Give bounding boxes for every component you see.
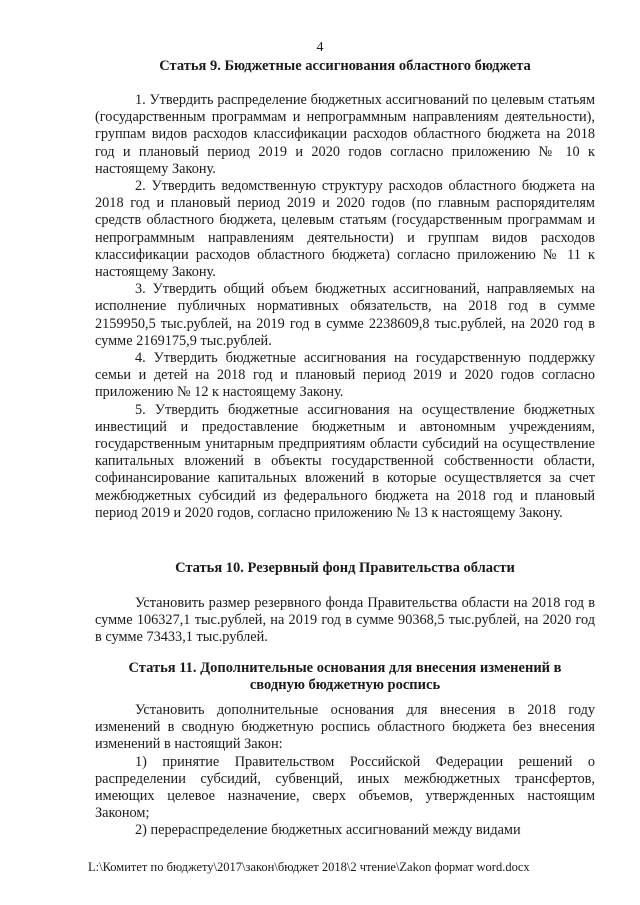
article-9-paragraph-1: 1. Утвердить распределение бюджетных ассигнований по целевым статьям (государственным программам и непрограммным направлениям деятельности), группам видов расходов классификации расходов областного бюджета на 2018 год и плановый период 2019 и 2020 годов согласно приложению № 10 к настоящему Закону. <box>95 92 595 177</box>
article-9-paragraph-5: 5. Утвердить бюджетные ассигнования на осуществление бюджетных инвестиций и предоставление бюджетным и автономным учреждениям, государственным унитарным предприятиям области субсидий на осуществление капитальных вложений в объекты государственной собственности области, софинансирование капитальных вложений в которые осуществляется за счет межбюджетных субсидий из федерального бюджета на 2018 год и плановый период 2019 и 2020 годов, согласно приложению № 13 к настоящему Закону. <box>95 401 595 521</box>
article-9-paragraph-2: 2. Утвердить ведомственную структуру расходов областного бюджета на 2018 год и плановый период 2019 и 2020 годов (по главным распорядителям средств областного бюджета, целевым статьям (государственным программам и непрограммным направлениям деятельности) и группам видов расходов классификации расходов областного бюджета) согласно приложению № 11 к настоящему Закону. <box>95 178 595 281</box>
article-9-paragraph-4: 4. Утвердить бюджетные ассигнования на государственную поддержку семьи и детей на 2018 год и плановый период 2019 и 2020 годов согласно приложению № 12 к настоящему Закону. <box>95 350 595 401</box>
article-11-heading-line-2: сводную бюджетную роспись <box>249 677 441 693</box>
article-11-body <box>95 702 595 840</box>
article-10-body <box>95 595 595 647</box>
file-path-footer: L:\Комитет по бюджету\2017\закон\бюджет 2018\2 чтение\Zakon формат word.docx <box>88 860 530 874</box>
article-10-heading: Статья 10. Резервный фонд Правительства области <box>175 560 515 576</box>
article-11-heading-block <box>95 660 595 694</box>
page-number: 4 <box>316 40 324 55</box>
article-9-heading: Статья 9. Бюджетные ассигнования областного бюджета <box>159 58 531 74</box>
article-11-paragraph-1: Установить дополнительные основания для внесения в 2018 году изменений в сводную бюджетную роспись областного бюджета без внесения изменений в настоящий Закон: <box>95 702 595 753</box>
article-11-paragraph-3: 2) перераспределение бюджетных ассигнований между видами <box>135 822 521 839</box>
article-10-heading-block <box>95 560 595 577</box>
article-11-paragraph-2: 1) принятие Правительством Российской Федерации решений о распределении субсидий, субвенций, иных межбюджетных трансфертов, имеющих целевое назначение, сверх объемов, утвержденных настоящим Законом; <box>95 753 595 822</box>
article-10-paragraph-1: Установить размер резервного фонда Правительства области на 2018 год в сумме 106327,1 тыс.рублей, на 2019 год в сумме 90368,5 тыс.рублей, на 2020 год в сумме 73433,1 тыс.рублей. <box>95 595 595 646</box>
article-9-heading-block <box>95 58 595 75</box>
article-11-heading-line-1: Статья 11. Дополнительные основания для внесения изменений в <box>128 660 562 676</box>
article-9-body <box>95 92 595 522</box>
article-9-paragraph-3: 3. Утвердить общий объем бюджетных ассигнований, направляемых на исполнение публичных нормативных обязательств, на 2018 год в сумме 2159950,5 тыс.рублей, на 2019 год в сумме 2238609,8 тыс.рублей, на 2020 год в сумме 2169175,9 тыс.рублей. <box>95 281 595 349</box>
